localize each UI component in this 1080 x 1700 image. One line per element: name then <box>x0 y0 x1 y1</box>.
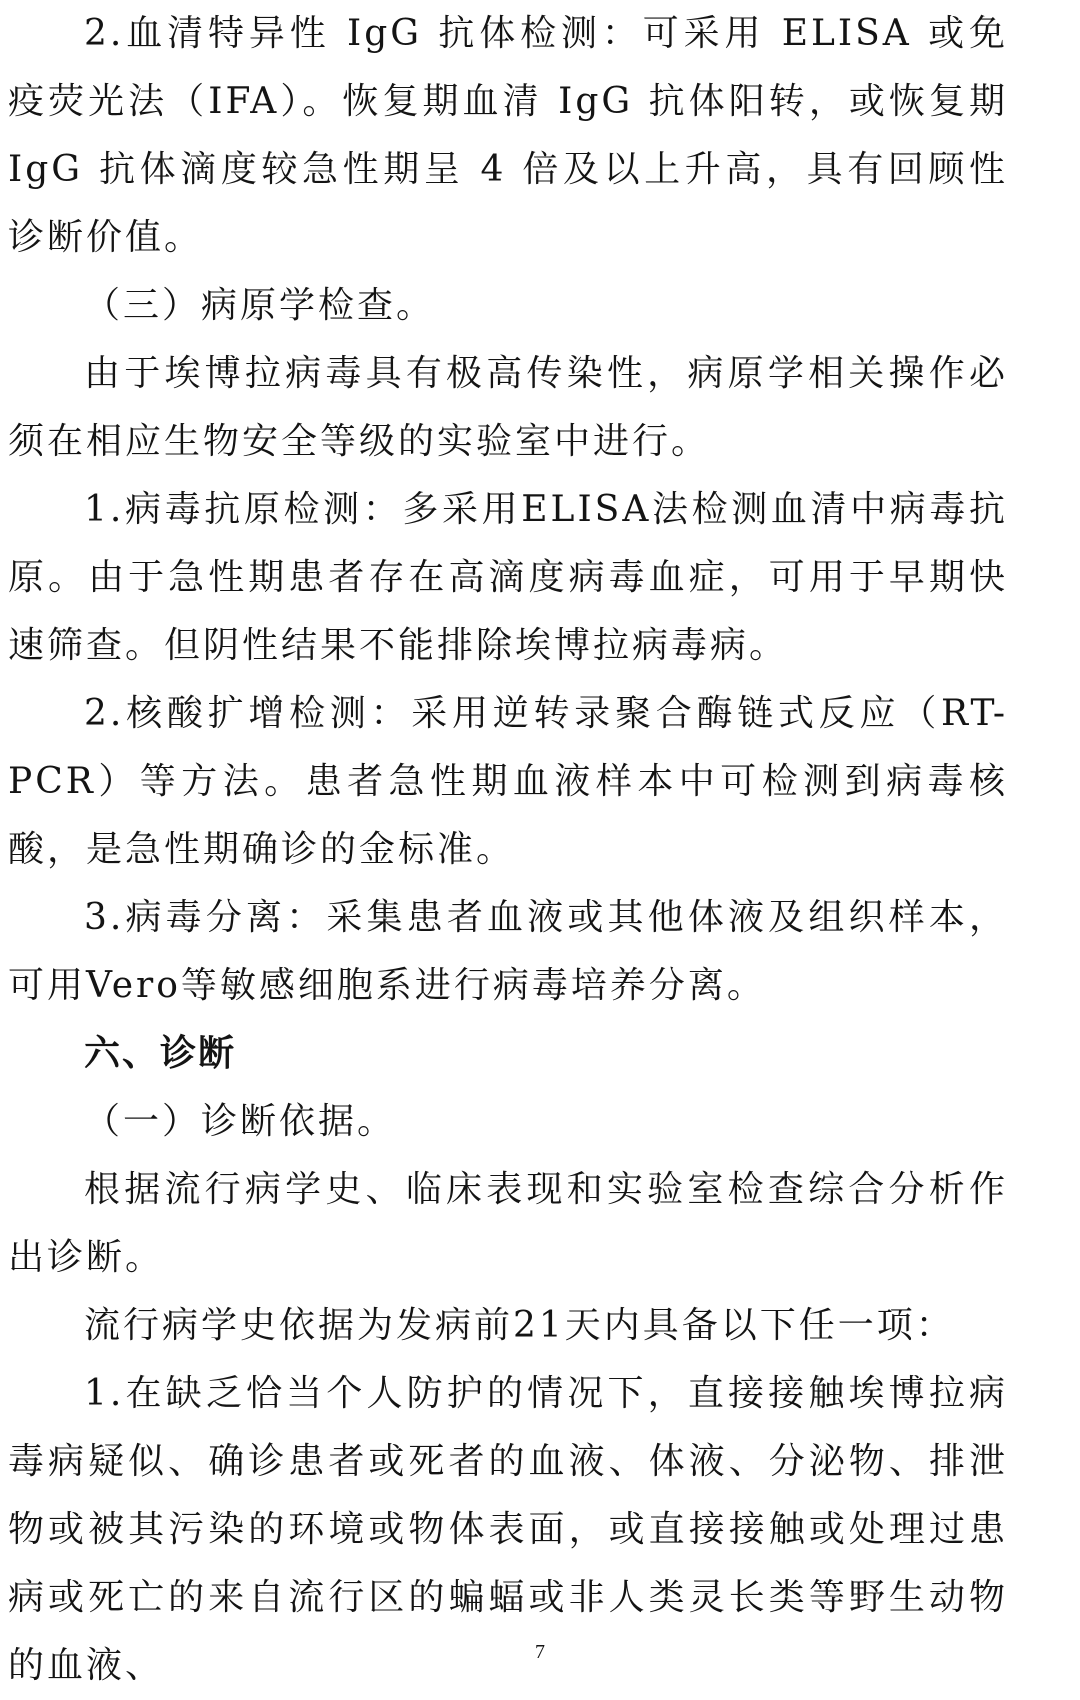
subheading-diagnostic-basis: （一）诊断依据。 <box>84 1101 397 1142</box>
paragraph-virus-isolation: 3.病毒分离：采集患者血液或其他体液及组织样本，可用Vero等敏感细胞系进行病毒培养分离。 <box>8 897 1008 1006</box>
paragraph-diagnosis-method: 根据流行病学史、临床表现和实验室检查综合分析作出诊断。 <box>8 1169 1008 1278</box>
page-number: 7 <box>535 1641 545 1663</box>
paragraph-antigen-detection: 1.病毒抗原检测：多采用ELISA法检测血清中病毒抗原。由于急性期患者存在高滴度病毒血症，可用于早期快速筛查。但阴性结果不能排除埃博拉病毒病。 <box>8 489 1008 666</box>
section-heading-diagnosis: 六、诊断 <box>84 1033 237 1074</box>
paragraph-epidemiology-intro: 流行病学史依据为发病前21天内具备以下任一项： <box>84 1305 955 1346</box>
paragraph-exposure-criteria: 1.在缺乏恰当个人防护的情况下，直接接触埃博拉病毒病疑似、确诊患者或死者的血液、体液、分泌物、排泄物或被其污染的环境或物体表面，或直接接触或处理过患病或死亡的来自流行区的蝙蝠或非人类灵长类等野生动物的血液、 <box>8 1373 1008 1686</box>
paragraph-biosafety: 由于埃博拉病毒具有极高传染性，病原学相关操作必须在相应生物安全等级的实验室中进行。 <box>8 353 1008 462</box>
paragraph-igg-antibody: 2.血清特异性 IgG 抗体检测：可采用 ELISA 或免疫荧光法（IFA）。恢复期血清 IgG 抗体阳转，或恢复期 IgG 抗体滴度较急性期呈 4 倍及以上升高，具有回顾性诊断价值。 <box>8 13 1008 258</box>
document-body <box>8 0 1008 1700</box>
paragraph-nucleic-acid: 2.核酸扩增检测：采用逆转录聚合酶链式反应（RT-PCR）等方法。患者急性期血液样本中可检测到病毒核酸，是急性期确诊的金标准。 <box>8 693 1008 870</box>
subheading-pathogen-exam: （三）病原学检查。 <box>84 285 436 326</box>
